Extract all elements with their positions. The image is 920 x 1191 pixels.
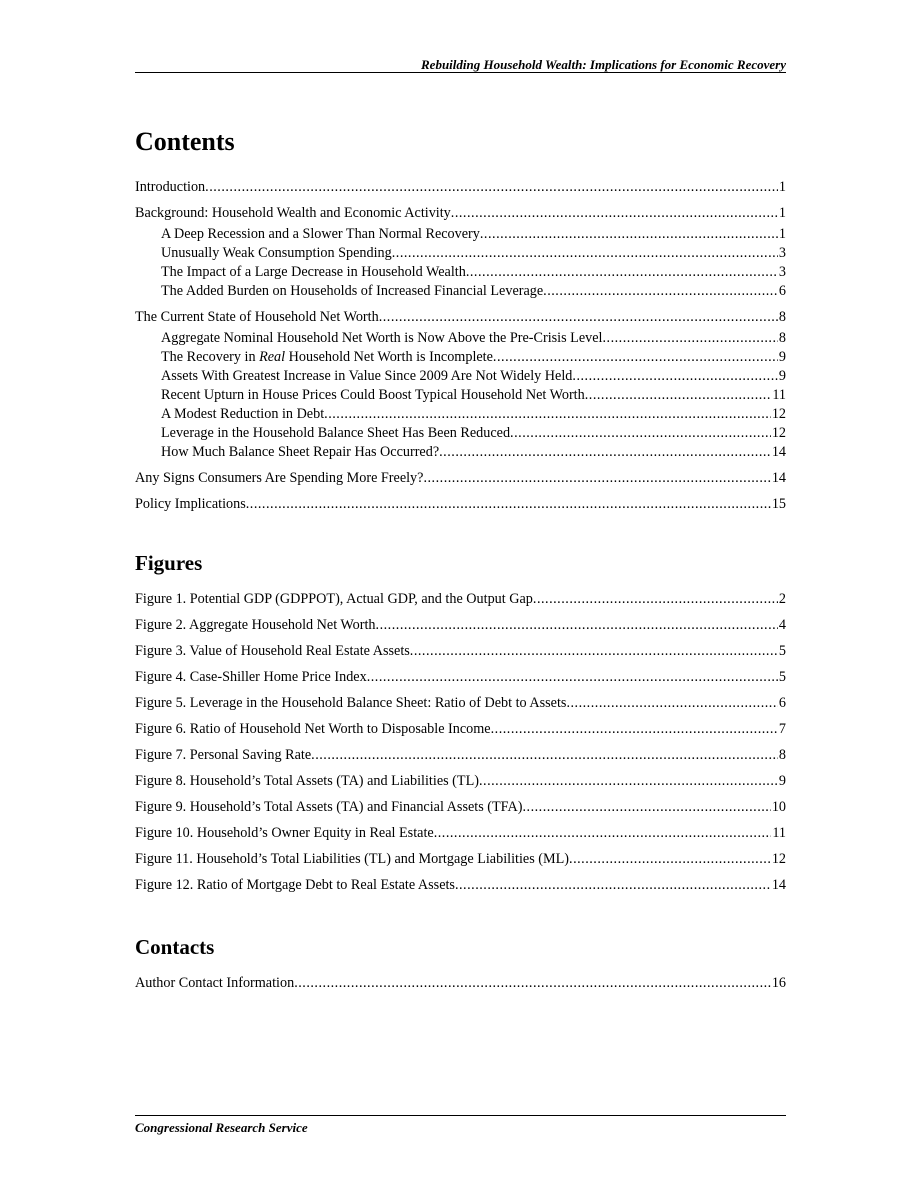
toc-entry-introduction[interactable]: [135, 178, 786, 197]
running-header: Rebuilding Household Wealth: Implications for Economic Recovery: [421, 57, 786, 72]
toc-entry-text: Recent Upturn in House Prices Could Boost Typical Household Net Worth: [161, 387, 585, 403]
toc-entry-text: Background: Household Wealth and Economic Activity: [135, 205, 451, 221]
dot-leader: [324, 405, 771, 424]
figure-entry-7[interactable]: [135, 746, 786, 765]
dot-leader: [572, 367, 778, 386]
figures-heading: Figures: [135, 551, 203, 575]
contact-page-number: 16: [771, 975, 786, 991]
toc-entry-text-part: The Recovery in: [161, 349, 260, 365]
figure-entry-text: Figure 2. Aggregate Household Net Worth: [135, 617, 376, 633]
toc-page-number: 3: [778, 264, 786, 280]
toc-subentry-house-prices[interactable]: [135, 386, 786, 405]
toc-entry-text: Leverage in the Household Balance Sheet Has Been Reduced: [161, 425, 511, 441]
toc-subentry-assets-increase[interactable]: [135, 367, 786, 386]
dot-leader: [585, 386, 772, 405]
figure-page-number: 5: [778, 643, 786, 659]
toc-entry-current-state[interactable]: [135, 308, 786, 327]
figure-entry-text: Figure 11. Household’s Total Liabilities (TL) and Mortgage Liabilities (ML): [135, 851, 570, 867]
toc-entry-text: Unusually Weak Consumption Spending: [161, 245, 392, 261]
figure-entry-2[interactable]: [135, 616, 786, 635]
figure-entry-8[interactable]: [135, 772, 786, 791]
toc-entry-text: Policy Implications: [135, 496, 246, 512]
dot-leader: [246, 495, 771, 514]
figures-list: [135, 590, 786, 895]
toc-entry-text: How Much Balance Sheet Repair Has Occurred?: [161, 444, 440, 460]
dot-leader: [423, 469, 770, 488]
toc-entry-text: The Current State of Household Net Worth: [135, 309, 379, 325]
toc-subentry-balance-sheet-repair[interactable]: [135, 443, 786, 462]
dot-leader: [392, 244, 778, 263]
contacts-list: [135, 974, 786, 993]
toc-page-number: 14: [771, 470, 786, 486]
dot-leader: [493, 348, 778, 367]
figure-entry-9[interactable]: [135, 798, 786, 817]
toc-subentry-debt-reduction[interactable]: [135, 405, 786, 424]
figure-page-number: 9: [778, 773, 786, 789]
figure-entry-text: Figure 6. Ratio of Household Net Worth to Disposable Income: [135, 721, 491, 737]
toc-entry-text: Any Signs Consumers Are Spending More Freely?: [135, 470, 424, 486]
dot-leader: [480, 225, 778, 244]
toc-subentry-nominal-net-worth[interactable]: [135, 329, 786, 348]
toc-entry-text: The Impact of a Large Decrease in Household Wealth: [161, 264, 466, 280]
dot-leader: [569, 850, 771, 869]
toc-entry-background[interactable]: [135, 204, 786, 223]
dot-leader: [466, 263, 778, 282]
toc-entry-policy-implications[interactable]: [135, 495, 786, 514]
dot-leader: [434, 824, 772, 843]
dot-leader: [543, 282, 778, 301]
running-footer: Congressional Research Service: [135, 1120, 308, 1135]
figure-entry-text: Figure 5. Leverage in the Household Balance Sheet: Ratio of Debt to Assets: [135, 695, 567, 711]
toc-page-number: 11: [772, 387, 786, 403]
figure-entry-text: Figure 4. Case-Shiller Home Price Index: [135, 669, 367, 685]
figure-page-number: 2: [778, 591, 786, 607]
figure-entry-text: Figure 3. Value of Household Real Estate Assets: [135, 643, 410, 659]
figure-entry-6[interactable]: [135, 720, 786, 739]
dot-leader: [566, 694, 777, 713]
figure-entry-4[interactable]: [135, 668, 786, 687]
toc-page-number: 8: [778, 309, 786, 325]
figure-entry-11[interactable]: [135, 850, 786, 869]
contacts-heading: Contacts: [135, 935, 215, 959]
toc-subentry-financial-leverage[interactable]: [135, 282, 786, 301]
figure-page-number: 14: [771, 877, 786, 893]
toc-subentry-deep-recession[interactable]: [135, 225, 786, 244]
toc-entry-spending-signs[interactable]: [135, 469, 786, 488]
contact-entry-text: Author Contact Information: [135, 975, 295, 991]
contents-list: [135, 178, 786, 514]
dot-leader: [205, 178, 778, 197]
dot-leader: [294, 974, 771, 993]
contents-heading: Contents: [135, 127, 235, 156]
toc-page-number: 1: [778, 226, 786, 242]
dot-leader: [367, 668, 778, 687]
figure-page-number: 11: [772, 825, 786, 841]
figure-page-number: 12: [771, 851, 786, 867]
toc-entry-text: [161, 348, 493, 367]
dot-leader: [479, 772, 778, 791]
toc-page-number: 1: [778, 179, 786, 195]
figure-page-number: 7: [778, 721, 786, 737]
toc-entry-text: The Added Burden on Households of Increased Financial Leverage: [161, 283, 544, 299]
toc-page-number: 14: [771, 444, 786, 460]
toc-page-number: 9: [778, 349, 786, 365]
figure-entry-1[interactable]: [135, 590, 786, 609]
toc-page-number: 12: [771, 406, 786, 422]
figure-entry-12[interactable]: [135, 876, 786, 895]
dot-leader: [533, 590, 778, 609]
figure-entry-5[interactable]: [135, 694, 786, 713]
toc-entry-text: A Deep Recession and a Slower Than Normal Recovery: [161, 226, 480, 242]
dot-leader: [311, 746, 778, 765]
dot-leader: [522, 798, 770, 817]
figure-page-number: 5: [778, 669, 786, 685]
figure-entry-text: Figure 8. Household’s Total Assets (TA) and Liabilities (TL): [135, 773, 479, 789]
figure-entry-text: Figure 12. Ratio of Mortgage Debt to Real Estate Assets: [135, 877, 455, 893]
toc-page-number: 12: [771, 425, 786, 441]
toc-entry-text-part: Household Net Worth is Incomplete: [285, 349, 493, 365]
toc-subentry-weak-consumption[interactable]: [135, 244, 786, 263]
figure-entry-text: Figure 9. Household’s Total Assets (TA) and Financial Assets (TFA): [135, 799, 523, 815]
dot-leader: [439, 443, 771, 462]
dot-leader: [491, 720, 778, 739]
dot-leader: [376, 616, 778, 635]
toc-page-number: 3: [778, 245, 786, 261]
toc-page-number: 6: [778, 283, 786, 299]
header-rule: [135, 72, 786, 73]
figure-page-number: 8: [778, 747, 786, 763]
dot-leader: [602, 329, 777, 348]
figure-entry-3[interactable]: [135, 642, 786, 661]
dot-leader: [451, 204, 778, 223]
figure-entry-10[interactable]: [135, 824, 786, 843]
contact-entry-author[interactable]: [135, 974, 786, 993]
figure-page-number: 4: [778, 617, 786, 633]
figure-page-number: 6: [778, 695, 786, 711]
dot-leader: [410, 642, 778, 661]
toc-page-number: 8: [778, 330, 786, 346]
toc-subentry-leverage-reduced[interactable]: [135, 424, 786, 443]
dot-leader: [455, 876, 771, 895]
toc-page-number: 9: [778, 368, 786, 384]
toc-entry-text: Assets With Greatest Increase in Value Since 2009 Are Not Widely Held: [161, 368, 573, 384]
dot-leader: [510, 424, 771, 443]
figure-page-number: 10: [771, 799, 786, 815]
figure-entry-text: Figure 1. Potential GDP (GDPPOT), Actual GDP, and the Output Gap: [135, 591, 533, 607]
toc-subentry-real-net-worth[interactable]: [135, 348, 786, 367]
toc-entry-text: Introduction: [135, 179, 206, 195]
dot-leader: [379, 308, 778, 327]
toc-page-number: 1: [778, 205, 786, 221]
footer-rule: [135, 1115, 786, 1116]
figure-entry-text: Figure 10. Household’s Owner Equity in Real Estate: [135, 825, 434, 841]
toc-entry-text: Aggregate Nominal Household Net Worth is Now Above the Pre-Crisis Level: [161, 330, 603, 346]
figure-entry-text: Figure 7. Personal Saving Rate: [135, 747, 312, 763]
toc-subentry-wealth-decrease[interactable]: [135, 263, 786, 282]
toc-page-number: 15: [771, 496, 786, 512]
toc-entry-text-emphasis: Real: [259, 349, 286, 365]
toc-entry-text: A Modest Reduction in Debt: [161, 406, 325, 422]
